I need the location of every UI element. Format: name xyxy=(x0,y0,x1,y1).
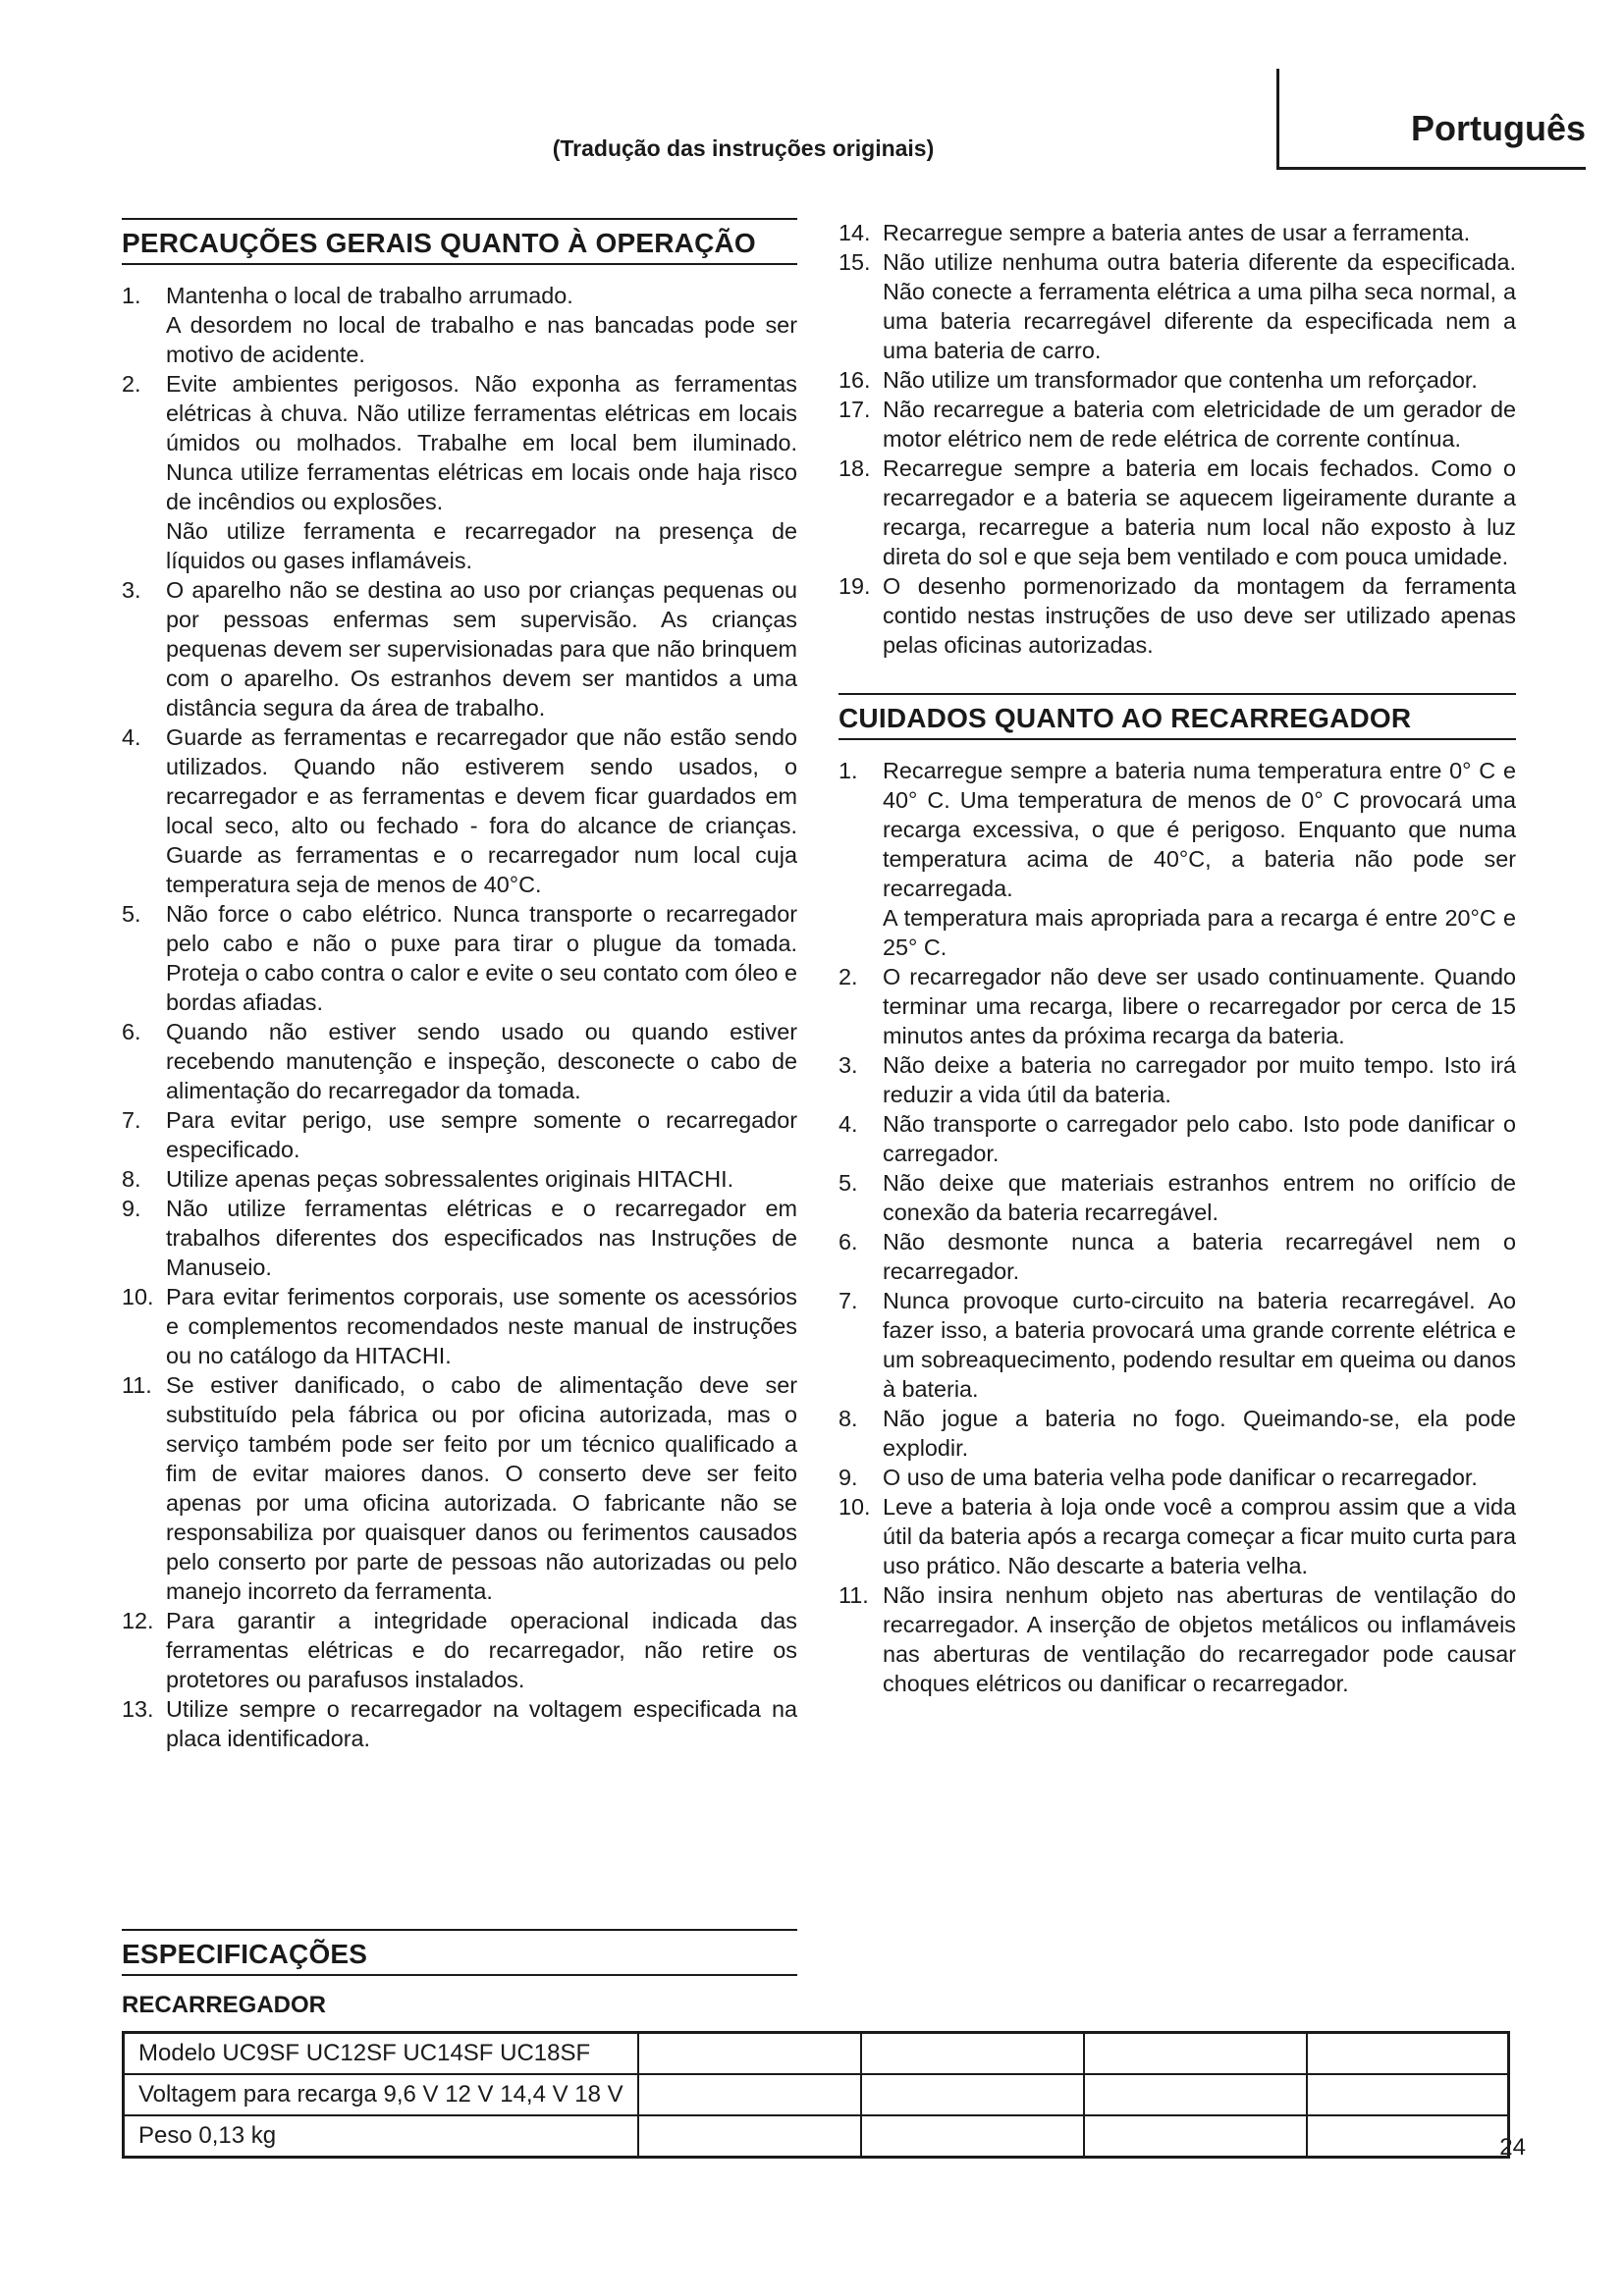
item-text: Evite ambientes perigosos. Não exponha as ferramentas elétricas à chuva. Não utilize ferramentas elétricas em locais úmidos ou molhados. Trabalhe em local bem iluminado. Nunca utilize ferramentas elétricas em locais onde haja risco de incêndios ou explosões. xyxy=(166,371,797,514)
item-number: 1. xyxy=(839,758,858,783)
item-text: Para evitar perigo, use sempre somente o recarregador especificado. xyxy=(166,1107,797,1162)
table-cell xyxy=(1084,2115,1307,2158)
list-item xyxy=(122,1694,797,1753)
item-text: Nunca provoque curto-circuito na bateria recarregável. Ao fazer isso, a bateria provocará uma grande corrente elétrica e um sobreaquecimento, podendo resultar em queima ou danos à bateria. xyxy=(883,1288,1516,1402)
item-number: 11. xyxy=(839,1582,869,1608)
table-cell xyxy=(861,2115,1084,2158)
table-cell: Modelo UC9SF UC12SF UC14SF UC18SF xyxy=(124,2033,638,2075)
item-number: 11. xyxy=(122,1372,152,1398)
charger-precautions-title: CUIDADOS QUANTO AO RECARREGADOR xyxy=(839,693,1516,740)
item-number: 2. xyxy=(122,371,141,397)
item-text: Utilize apenas peças sobressalentes originais HITACHI. xyxy=(166,1166,734,1192)
item-text: Não utilize um transformador que contenha um reforçador. xyxy=(883,367,1478,393)
list-item xyxy=(122,1606,797,1694)
item-note: Não utilize ferramenta e recarregador na presença de líquidos ou gases inflamáveis. xyxy=(166,518,797,573)
list-item xyxy=(122,1164,797,1194)
item-text: Quando não estiver sendo usado ou quando estiver recebendo manutenção e inspeção, desconecte o cabo de alimentação do recarregador da tomada. xyxy=(166,1019,797,1103)
list-item xyxy=(839,1286,1516,1404)
left-column xyxy=(122,218,797,1753)
list-item xyxy=(839,365,1516,395)
item-number: 8. xyxy=(839,1406,858,1431)
item-text: Guarde as ferramentas e recarregador que não estão sendo utilizados. Quando não estiverem sendo usados, o recarregador e as ferramentas e devem ficar guardados em local seco, alto ou fechado - fora do alcance de crianças. Guarde as ferramentas e o recarregador num local cuja temperatura seja de menos de 40°C. xyxy=(166,724,797,897)
list-item xyxy=(122,1105,797,1164)
page-number: 24 xyxy=(1499,2134,1526,2161)
item-number: 4. xyxy=(122,724,141,750)
item-text: O desenho pormenorizado da montagem da ferramenta contido nestas instruções de uso deve ser utilizado apenas pelas oficinas autorizadas. xyxy=(883,573,1516,658)
language-label: Português xyxy=(1410,108,1586,148)
list-item xyxy=(122,1194,797,1282)
table-cell: Peso 0,13 kg xyxy=(124,2115,638,2158)
list-item xyxy=(839,454,1516,571)
item-number: 1. xyxy=(122,283,141,308)
table-cell xyxy=(638,2033,861,2075)
general-precautions-title: PERCAUÇÕES GERAIS QUANTO À OPERAÇÃO xyxy=(122,218,797,265)
item-number: 12. xyxy=(122,1608,154,1633)
charger-precautions-list xyxy=(839,756,1516,1698)
item-text: O recarregador não deve ser usado continuamente. Quando terminar uma recarga, libere o recarregador por cerca de 15 minutos antes da próxima recarga da bateria. xyxy=(883,964,1516,1048)
item-number: 9. xyxy=(839,1465,858,1490)
table-cell xyxy=(1084,2033,1307,2075)
item-number: 19. xyxy=(839,573,871,599)
right-column xyxy=(839,218,1516,1698)
item-number: 16. xyxy=(839,367,871,393)
charger-subtitle: RECARREGADOR xyxy=(122,1992,327,2018)
table-cell xyxy=(638,2115,861,2158)
item-number: 5. xyxy=(122,901,141,927)
item-text: Se estiver danificado, o cabo de alimentação deve ser substituído pela fábrica ou por oficina autorizada, mas o serviço também pode ser feito por um técnico qualificado a fim de evitar maiores danos. O conserto deve ser feito apenas por uma oficina autorizada. O fabricante não se responsabiliza por quaisquer danos ou ferimentos causados pelo conserto por parte de pessoas não autorizadas ou pelo manejo incorreto da ferramenta. xyxy=(166,1372,797,1604)
item-text: Não utilize ferramentas elétricas e o recarregador em trabalhos diferentes dos especificados nas Instruções de Manuseio. xyxy=(166,1196,797,1280)
item-number: 10. xyxy=(839,1494,871,1520)
item-number: 7. xyxy=(839,1288,858,1313)
item-number: 13. xyxy=(122,1696,154,1722)
list-item xyxy=(839,1463,1516,1492)
item-text: Não recarregue a bateria com eletricidade de um gerador de motor elétrico nem de rede elétrica de corrente contínua. xyxy=(883,397,1516,452)
list-item xyxy=(839,1050,1516,1109)
item-text: O aparelho não se destina ao uso por crianças pequenas ou por pessoas enfermas sem supervisão. As crianças pequenas devem ser supervisionadas para que não brinquem com o aparelho. Os estranhos devem ser mantidos a uma distância segura da área de trabalho. xyxy=(166,577,797,721)
item-number: 7. xyxy=(122,1107,141,1133)
item-note: A temperatura mais apropriada para a recarga é entre 20°C e 25° C. xyxy=(883,905,1516,960)
table-row xyxy=(124,2074,1509,2115)
item-text: Recarregue sempre a bateria numa temperatura entre 0° C e 40° C. Uma temperatura de menos de 0° C provocará uma recarga excessiva, o que é perigoso. Enquanto que numa temperatura acima de 40°C, a bateria não pode ser recarregada. xyxy=(883,758,1516,901)
item-text: Para garantir a integridade operacional indicada das ferramentas elétricas e do recarregador, não retire os protetores ou parafusos instalados. xyxy=(166,1608,797,1692)
item-number: 5. xyxy=(839,1170,858,1196)
item-number: 6. xyxy=(839,1229,858,1255)
list-item xyxy=(122,575,797,722)
list-item xyxy=(839,756,1516,962)
item-number: 8. xyxy=(122,1166,141,1192)
specifications-section xyxy=(122,1929,1516,2159)
item-number: 4. xyxy=(839,1111,858,1137)
list-item xyxy=(839,1109,1516,1168)
list-item xyxy=(122,281,797,369)
spec-table xyxy=(122,2031,1510,2159)
table-cell xyxy=(861,2033,1084,2075)
item-number: 15. xyxy=(839,249,871,275)
list-item xyxy=(839,1168,1516,1227)
specifications-title: ESPECIFICAÇÕES xyxy=(122,1929,797,1976)
table-cell xyxy=(861,2074,1084,2115)
table-cell xyxy=(1307,2115,1509,2158)
item-text: O uso de uma bateria velha pode danificar o recarregador. xyxy=(883,1465,1478,1490)
list-item xyxy=(839,1580,1516,1698)
item-text: Leve a bateria à loja onde você a comprou assim que a vida útil da bateria após a recarga começar a ficar muito curta para uso prático. Não descarte a bateria velha. xyxy=(883,1494,1516,1578)
translation-subtitle: (Tradução das instruções originais) xyxy=(552,135,935,161)
item-number: 10. xyxy=(122,1284,154,1309)
item-text: Não desmonte nunca a bateria recarregável nem o recarregador. xyxy=(883,1229,1516,1284)
table-cell xyxy=(1084,2074,1307,2115)
table-row xyxy=(124,2033,1509,2075)
list-item xyxy=(122,722,797,899)
list-item xyxy=(122,1282,797,1370)
item-number: 18. xyxy=(839,455,871,481)
item-number: 14. xyxy=(839,220,871,245)
table-row xyxy=(124,2115,1509,2158)
list-item xyxy=(839,1227,1516,1286)
item-text: Utilize sempre o recarregador na voltagem especificada na placa identificadora. xyxy=(166,1696,797,1751)
item-note: A desordem no local de trabalho e nas bancadas pode ser motivo de acidente. xyxy=(166,312,797,367)
list-item xyxy=(839,395,1516,454)
item-text: Não jogue a bateria no fogo. Queimando-se, ela pode explodir. xyxy=(883,1406,1516,1461)
item-text: Mantenha o local de trabalho arrumado. xyxy=(166,283,573,308)
list-item xyxy=(839,218,1516,247)
item-number: 9. xyxy=(122,1196,141,1221)
table-cell xyxy=(1307,2033,1509,2075)
table-cell xyxy=(638,2074,861,2115)
item-text: Não deixe a bateria no carregador por muito tempo. Isto irá reduzir a vida útil da bateria. xyxy=(883,1052,1516,1107)
item-text: Recarregue sempre a bateria em locais fechados. Como o recarregador e a bateria se aquecem ligeiramente durante a recarga, recarregue a bateria num local não exposto à luz direta do sol e que seja bem ventilado e com pouca umidade. xyxy=(883,455,1516,569)
item-number: 3. xyxy=(122,577,141,603)
item-text: Não force o cabo elétrico. Nunca transporte o recarregador pelo cabo e não o puxe para tirar o plugue da tomada. Proteja o cabo contra o calor e evite o seu contato com óleo e bordas afiadas. xyxy=(166,901,797,1015)
list-item xyxy=(122,899,797,1017)
list-item xyxy=(122,369,797,575)
general-precautions-list-continued xyxy=(839,218,1516,660)
item-text: Recarregue sempre a bateria antes de usar a ferramenta. xyxy=(883,220,1471,245)
list-item xyxy=(839,247,1516,365)
item-number: 3. xyxy=(839,1052,858,1078)
item-number: 2. xyxy=(839,964,858,989)
item-number: 6. xyxy=(122,1019,141,1044)
table-cell: Voltagem para recarga 9,6 V 12 V 14,4 V 18 V xyxy=(124,2074,638,2115)
table-cell xyxy=(1307,2074,1509,2115)
list-item xyxy=(839,962,1516,1050)
item-text: Para evitar ferimentos corporais, use somente os acessórios e complementos recomendados neste manual de instruções ou no catálogo da HITACHI. xyxy=(166,1284,797,1368)
item-text: Não transporte o carregador pelo cabo. Isto pode danificar o carregador. xyxy=(883,1111,1516,1166)
list-item xyxy=(122,1370,797,1606)
item-text: Não insira nenhum objeto nas aberturas de ventilação do recarregador. A inserção de objetos metálicos ou inflamáveis nas aberturas de ventilação do recarregador pode causar choques elétricos ou danificar o recarregador. xyxy=(883,1582,1516,1696)
item-text: Não deixe que materiais estranhos entrem no orifício de conexão da bateria recarregável. xyxy=(883,1170,1516,1225)
list-item xyxy=(839,1492,1516,1580)
list-item xyxy=(122,1017,797,1105)
general-precautions-list xyxy=(122,281,797,1753)
list-item xyxy=(839,1404,1516,1463)
item-number: 17. xyxy=(839,397,871,422)
list-item xyxy=(839,571,1516,660)
item-text: Não utilize nenhuma outra bateria diferente da especificada. Não conecte a ferramenta elétrica a uma pilha seca normal, a uma bateria recarregável diferente da especificada nem a uma bateria de carro. xyxy=(883,249,1516,363)
